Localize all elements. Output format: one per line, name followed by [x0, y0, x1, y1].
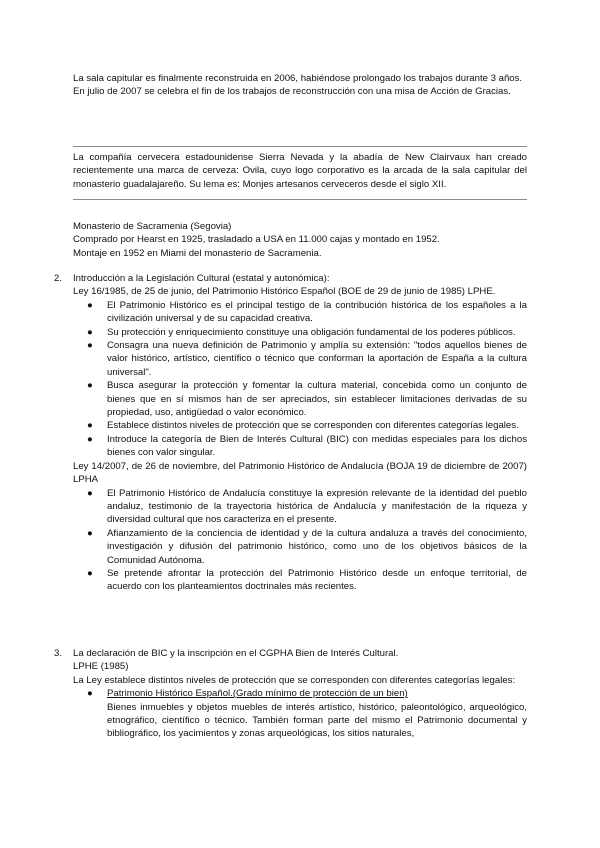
section-2: [73, 272, 527, 594]
boxed-note-text: La compañía cervecera estadounidense Sierra Nevada y la abadía de New Clairvaux han creado recientemente una marca de cerveza: Ovila, cuyo logo corporativo es la arcada de la sala capitular del monasterio guadalajareño. Su lema es: Monjes artesanos cerveceros desde el siglo XII.: [73, 152, 527, 190]
patrimonio-historico-text: Bienes inmuebles y objetos muebles de interés artístico, histórico, paleontológico, arqueológico, etnográfico, científico o técnico. También forman parte del mismo el Patrimonio documental y bibliográfico, los yacimientos y zonas arqueológicas, los sitios naturales,: [107, 701, 527, 740]
list-item: [73, 527, 527, 567]
section-3-sub: LPHE (1985): [73, 661, 129, 673]
sacramenia-line-2: Montaje en 1952 en Miami del monasterio de Sacramenia.: [73, 247, 322, 259]
list-item: [73, 487, 527, 527]
patrimonio-historico-title: Patrimonio Histórico Español.(Grado mínimo de protección de un bien): [107, 688, 408, 700]
list-item: [73, 326, 527, 339]
sacramenia-line-1: Comprado por Hearst en 1925, trasladado a USA en 11.000 cajas y montado en 1952.: [73, 234, 440, 246]
lphe-bullet-list: [73, 299, 527, 460]
list-item-text: Consagra una nueva definición de Patrimonio y amplía su extensión: "todos aquellos bienes de valor histórico, artístico, científico o técnico que conforman la aportación de España a la cultura universal".: [107, 340, 527, 378]
section-3-heading: La declaración de BIC y la inscripción en el CGPHA Bien de Interés Cultural.: [73, 648, 399, 659]
divider-top: [73, 146, 527, 147]
bullet-icon: ●: [87, 340, 93, 352]
bullet-icon: ●: [87, 433, 93, 445]
bullet-icon: ●: [87, 380, 93, 392]
list-item: [73, 339, 527, 379]
bullet-icon: ●: [87, 326, 93, 338]
boxed-note: [73, 151, 527, 191]
list-item: [73, 567, 527, 594]
bullet-icon: ●: [87, 567, 93, 579]
list-item-text: Afianzamiento de la conciencia de identidad y de la cultura andaluza a través del conocimiento, investigación y difusión del patrimonio histórico, como uno de los objetivos básicos de la Comunidad Autónoma.: [107, 527, 527, 566]
bullet-icon: ●: [87, 487, 93, 499]
list-item: [73, 687, 527, 741]
list-item: [73, 299, 527, 326]
list-item: [73, 419, 527, 432]
bullet-icon: ●: [87, 420, 93, 432]
sacramenia-title: Monasterio de Sacramenia (Segovia): [73, 221, 232, 232]
list-item-text: El Patrimonio Histórico es el principal testigo de la contribución histórica de los españoles a la civilización universal y de su capacidad creativa.: [107, 299, 527, 325]
ley-14-2007: Ley 14/2007, de 26 de noviembre, del Patrimonio Histórico de Andalucía (BOJA 19 de diciembre de 2007) LPHA: [73, 460, 527, 486]
ley-16-1985: Ley 16/1985, de 25 de junio, del Patrimonio Histórico Español (BOE de 29 de junio de 1985) LPHE.: [73, 286, 496, 298]
sacramenia-section: [73, 220, 527, 260]
intro-paragraphs: [73, 72, 527, 99]
list-item-text: Busca asegurar la protección y fomentar la cultura material, concebida como un conjunto de bienes que en sí mismos han de ser apreciados, sin establecer limitaciones derivadas de su propiedad, uso, antigüedad o valor económico.: [107, 380, 527, 419]
section-2-number: 2.: [54, 273, 63, 284]
bullet-icon: ●: [87, 688, 93, 700]
list-item-text: Introduce la categoría de Bien de Interés Cultural (BIC) con medidas especiales para los dichos bienes con valor singular.: [107, 433, 527, 459]
list-item: [73, 433, 527, 460]
bullet-icon: ●: [87, 527, 93, 539]
list-item-text: Se pretende afrontar la protección del Patrimonio Histórico desde un enfoque territorial, de acuerdo con los planteamientos doctrinales más recientes.: [107, 567, 527, 593]
protection-levels-list: [73, 687, 527, 741]
bullet-icon: ●: [87, 299, 93, 311]
section-3-number: 3.: [54, 648, 63, 659]
divider-bottom: [73, 199, 527, 200]
lpha-bullet-list: [73, 487, 527, 594]
section-3: [73, 647, 527, 741]
list-item: [73, 379, 527, 419]
intro-paragraph-1: La sala capitular es finalmente reconstruida en 2006, habiéndose prolongado los trabajos durante 3 años.: [73, 73, 523, 84]
list-item-text: El Patrimonio Histórico de Andalucía constituye la expresión relevante de la identidad del pueblo andaluz, testimonio de la trayectoria histórica de Andalucía y manifestación de la riqueza y diversidad cultural que nos caracteriza en el presente.: [107, 487, 527, 526]
section-2-heading: Introducción a la Legislación Cultural (estatal y autonómica):: [73, 273, 330, 284]
intro-paragraph-2: En julio de 2007 se celebra el fin de los trabajos de reconstrucción con una misa de Acción de Gracias.: [73, 86, 511, 98]
list-item-text: Establece distintos niveles de protección que se corresponden con diferentes categorías legales.: [107, 420, 519, 432]
list-item-text: Su protección y enriquecimiento constituye una obligación fundamental de los poderes públicos.: [107, 326, 516, 338]
section-3-intro: La Ley establece distintos niveles de protección que se corresponden con diferentes categorías legales:: [73, 674, 516, 686]
